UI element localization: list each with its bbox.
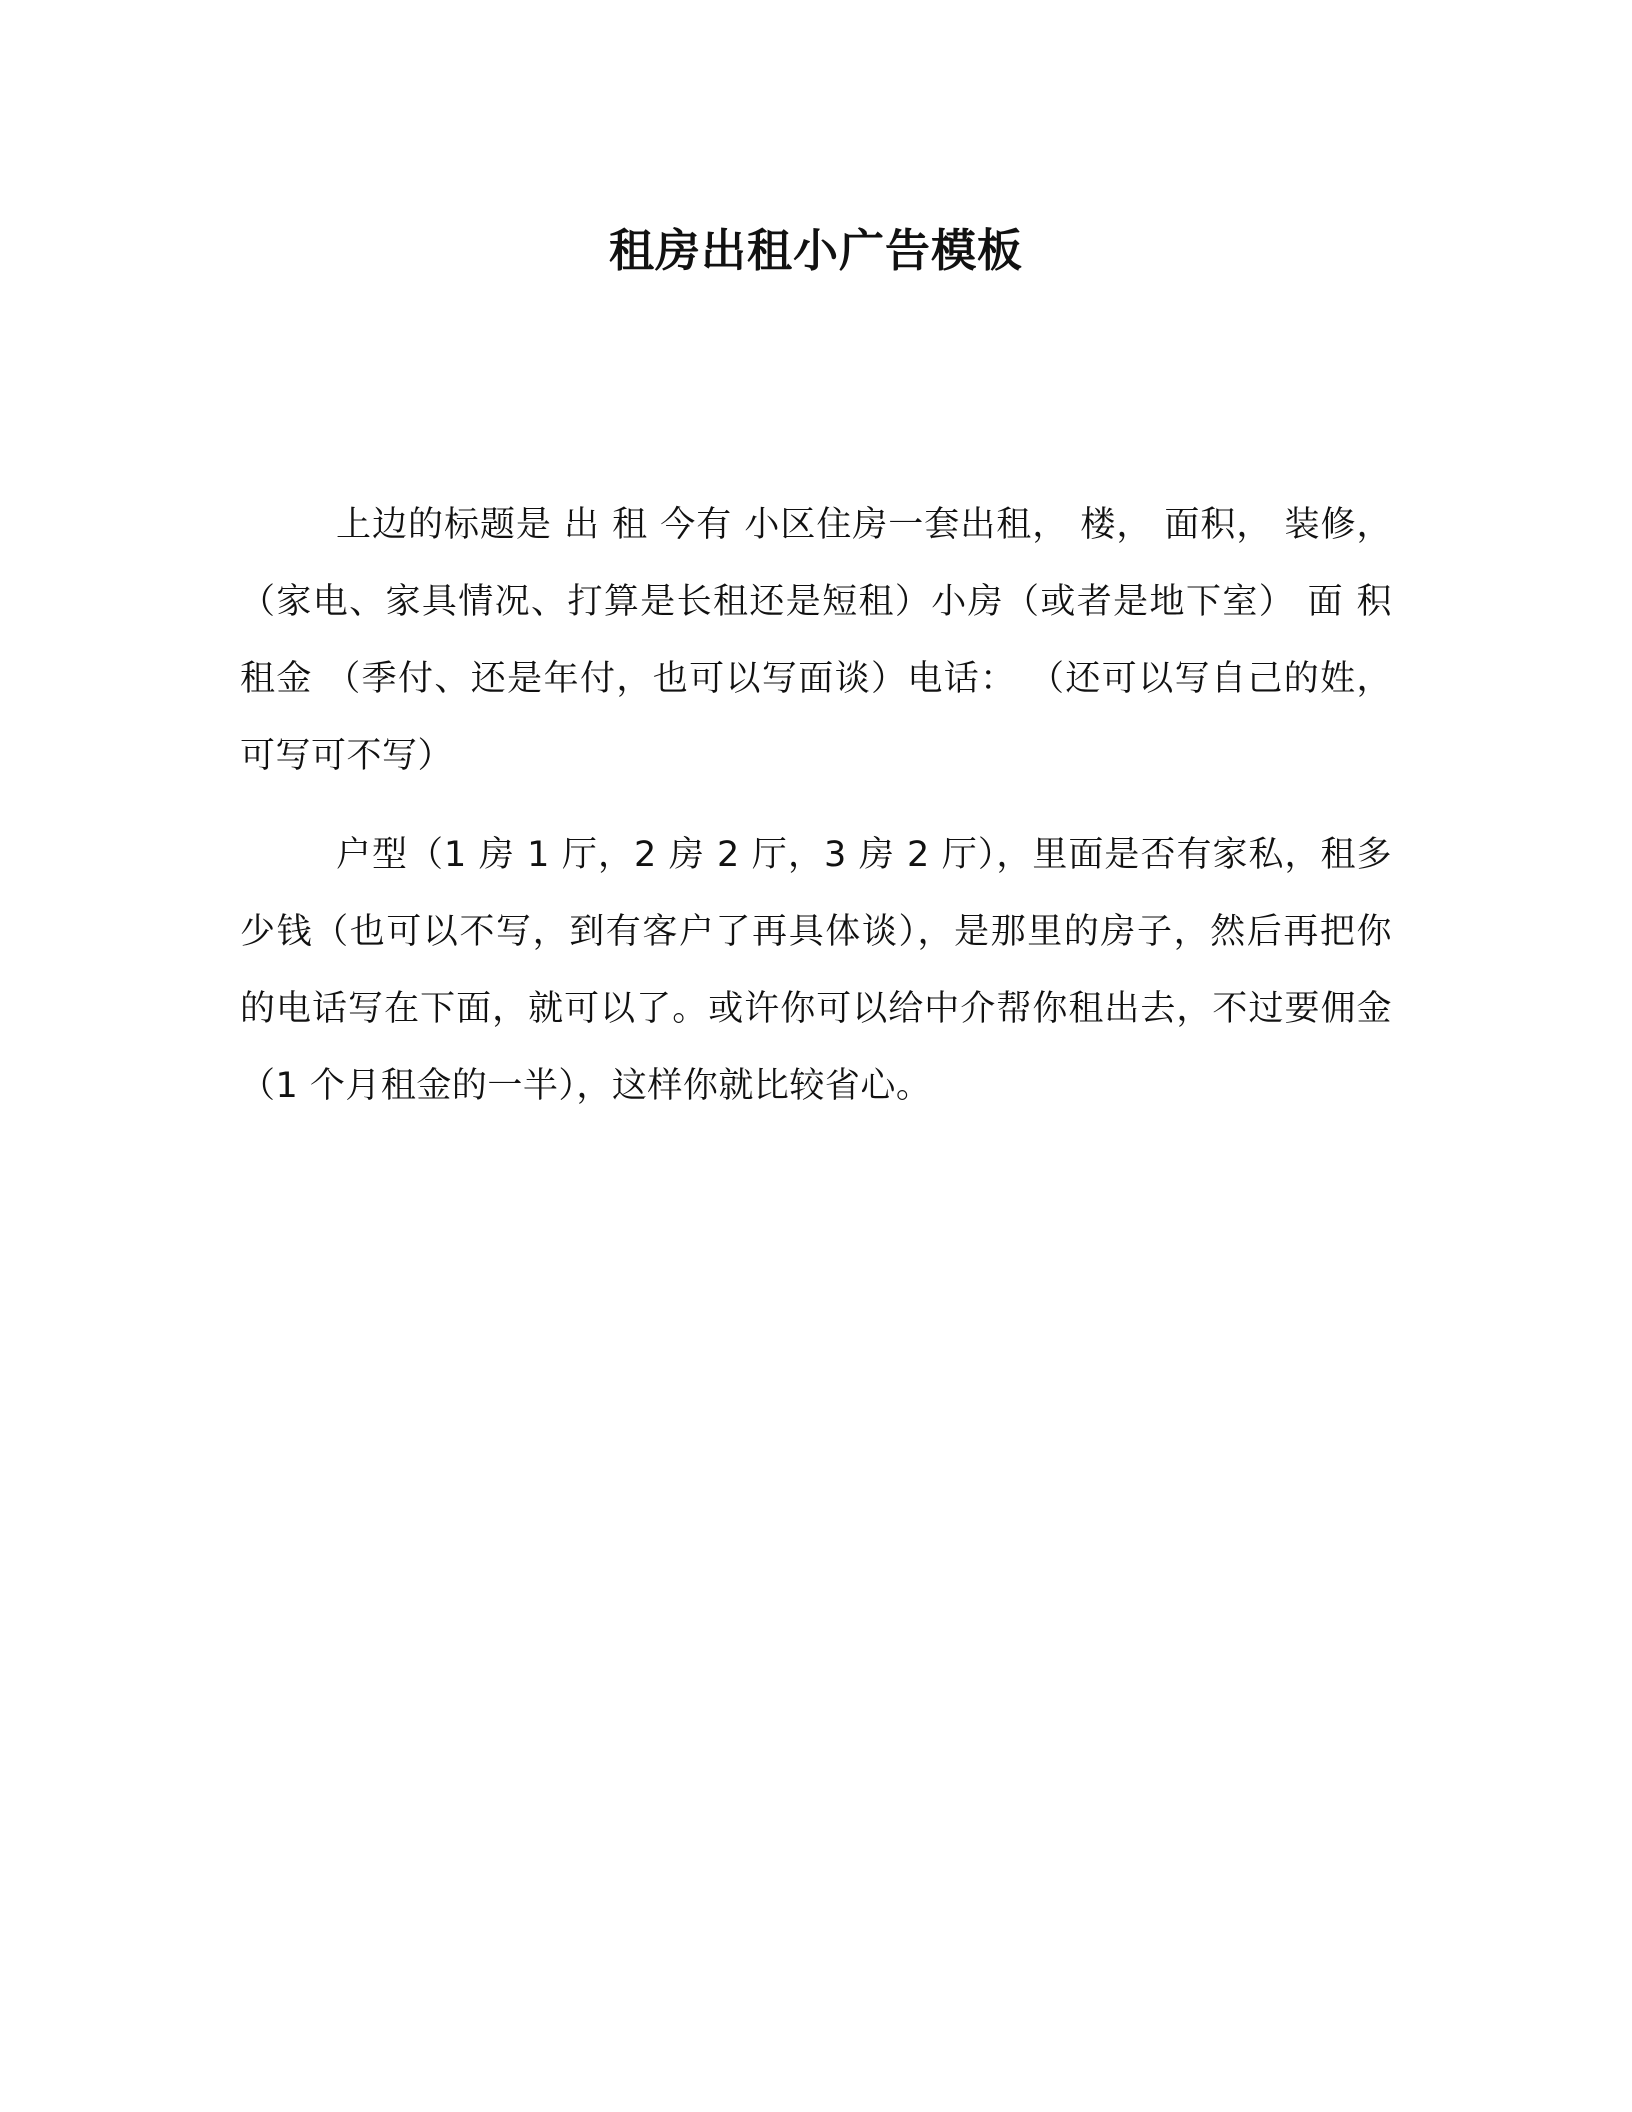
- paragraph-1: 上边的标题是 出 租 今有 小区住房一套出租， 楼， 面积， 装修，（家电、家具情况、打算是长租还是短租）小房（或者是地下室） 面 积 租金 （季付、还是年付，也可以写面谈）电话： （还可以写自己的姓，可写可不写）: [240, 505, 1392, 776]
- document-title: 租房出租小广告模板: [608, 224, 1023, 277]
- paragraph-2: 户型（1 房 1 厅，2 房 2 厅，3 房 2 厅），里面是否有家私，租多少钱（也可以不写，到有客户了再具体谈），是那里的房子，然后再把你的电话写在下面，就可以了。或许你可以给中介帮你租出去，不过要佣金（1 个月租金的一半），这样你就比较省心。: [240, 835, 1392, 1106]
